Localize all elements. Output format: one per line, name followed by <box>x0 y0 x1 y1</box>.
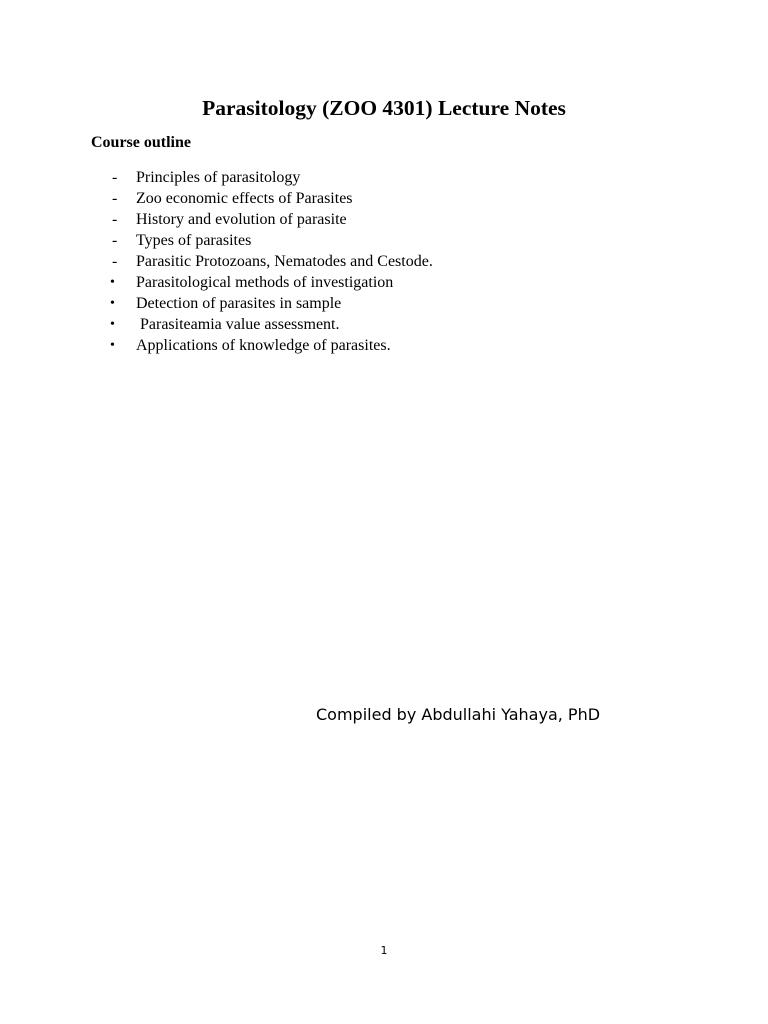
compiled-by-credit: Compiled by Abdullahi Yahaya, PhD <box>316 705 601 724</box>
outline-item-text: Parasiteamia value assessment. <box>136 316 340 333</box>
outline-item-text: Applications of knowledge of parasites. <box>136 337 391 354</box>
dash-marker: - <box>112 232 118 249</box>
outline-item <box>0 314 768 335</box>
outline-item-text: Parasitological methods of investigation <box>136 274 394 291</box>
dash-marker: - <box>112 253 118 270</box>
outline-item <box>0 230 768 251</box>
outline-item-text: Principles of parasitology <box>136 169 301 186</box>
dash-marker: - <box>112 169 118 186</box>
outline-item <box>0 167 768 188</box>
dash-marker: - <box>112 211 118 228</box>
outline-item <box>0 335 768 356</box>
bullet-marker: • <box>110 317 115 332</box>
dash-marker: - <box>112 190 118 207</box>
outline-item <box>0 293 768 314</box>
course-outline-list <box>0 167 768 356</box>
outline-item-text: Types of parasites <box>136 232 252 249</box>
bullet-marker: • <box>110 338 115 353</box>
section-heading-course-outline: Course outline <box>91 134 191 151</box>
outline-item <box>0 209 768 230</box>
document-title: Parasitology (ZOO 4301) Lecture Notes <box>202 96 566 120</box>
outline-item-text: History and evolution of parasite <box>136 211 347 228</box>
outline-item <box>0 272 768 293</box>
outline-item <box>0 251 768 272</box>
outline-item-text: Parasitic Protozoans, Nematodes and Cestode. <box>136 253 433 270</box>
outline-item-text: Zoo economic effects of Parasites <box>136 190 353 207</box>
bullet-marker: • <box>110 275 115 290</box>
outline-item <box>0 188 768 209</box>
page-number: 1 <box>380 944 388 957</box>
bullet-marker: • <box>110 296 115 311</box>
outline-item-text: Detection of parasites in sample <box>136 295 342 312</box>
